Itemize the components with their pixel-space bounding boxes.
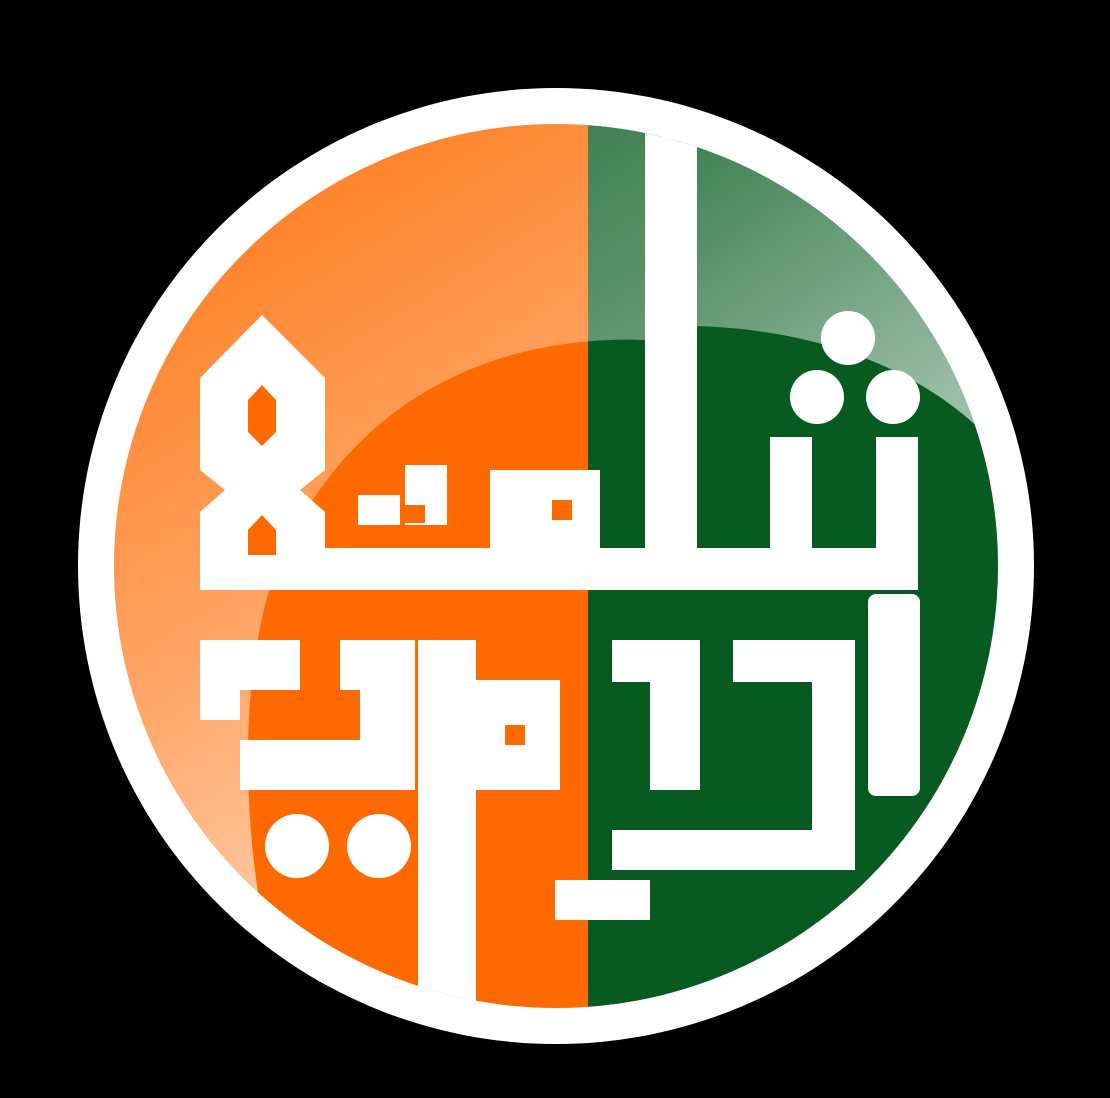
ya-dot-1 [265,814,329,878]
shin-dot-3 [821,311,875,365]
kaf-inner [733,720,780,790]
ayn-cup [358,495,400,525]
ya-dot-2 [347,814,411,878]
fa-counter [552,500,572,520]
ayn-counter [405,505,425,523]
mim-counter [505,725,525,745]
alef-glyph [868,594,920,796]
shin-dot-2 [790,370,844,424]
ra-tail-glyph [555,880,650,920]
shin-dot-1 [866,370,920,424]
ya-inner-cut [300,640,340,690]
